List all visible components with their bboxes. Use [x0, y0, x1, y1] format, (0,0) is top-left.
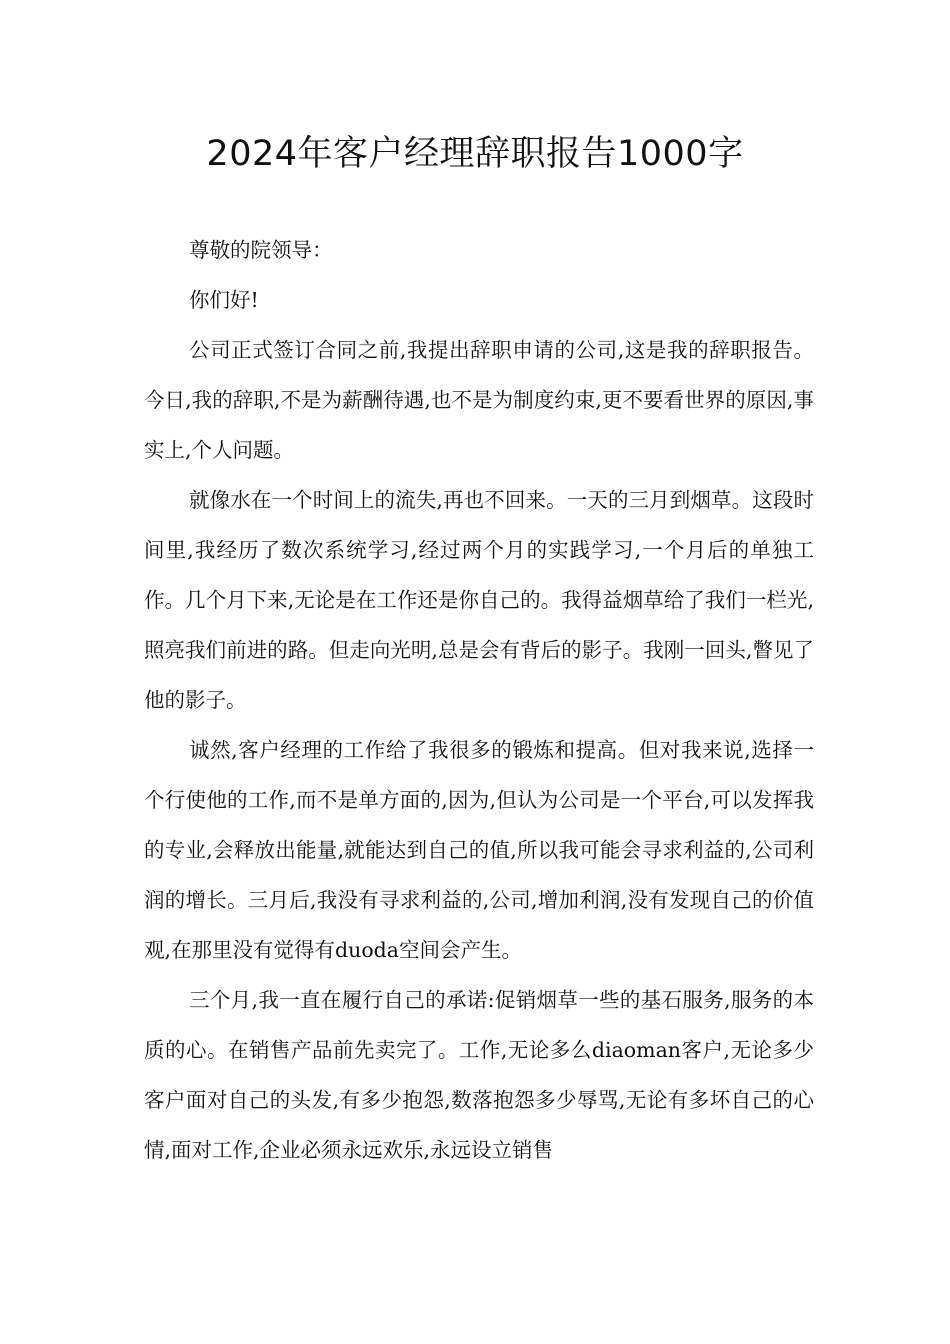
body-paragraph: 公司正式签订合同之前,我提出辞职申请的公司,这是我的辞职报告。今日,我的辞职,不是为薪酬待遇,也不是为制度约束,更不要看世界的原因,事实上,个人问题。 — [144, 338, 814, 462]
body-paragraph: 三个月,我一直在履行自己的承诺:促销烟草一些的基石服务,服务的本质的心。在销售产品前先卖完了。工作,无论多么diaoman客户,无论多少客户面对自己的头发,有多少抱怨,数落抱怨多少辱骂,无论有多坏自己的心情,面对工作,企业必须永远欢乐,永远设立销售 — [144, 988, 814, 1162]
salutation: 尊敬的院领导： — [189, 238, 333, 262]
document-body — [144, 225, 814, 1175]
body-paragraph: 诚然,客户经理的工作给了我很多的锻炼和提高。但对我来说,选择一个行使他的工作,而不是单方面的,因为,但认为公司是一个平台,可以发挥我的专业,会释放出能量,就能达到自己的值,所以我可能会寻求利益的,公司利润的增长。三月后,我没有寻求利益的,公司,增加利润,没有发现自己的价值观,在那里没有觉得有duoda空间会产生。 — [144, 738, 814, 962]
document-title: 2024年客户经理辞职报告1000字 — [206, 134, 744, 174]
body-paragraph: 就像水在一个时间上的流失,再也不回来。一天的三月到烟草。这段时间里,我经历了数次系统学习,经过两个月的实践学习,一个月后的单独工作。几个月下来,无论是在工作还是你自己的。我得益烟草给了我们一栏光,照亮我们前进的路。但走向光明,总是会有背后的影子。我刚一回头,瞥见了他的影子。 — [144, 488, 814, 712]
greeting: 你们好! — [189, 288, 259, 312]
